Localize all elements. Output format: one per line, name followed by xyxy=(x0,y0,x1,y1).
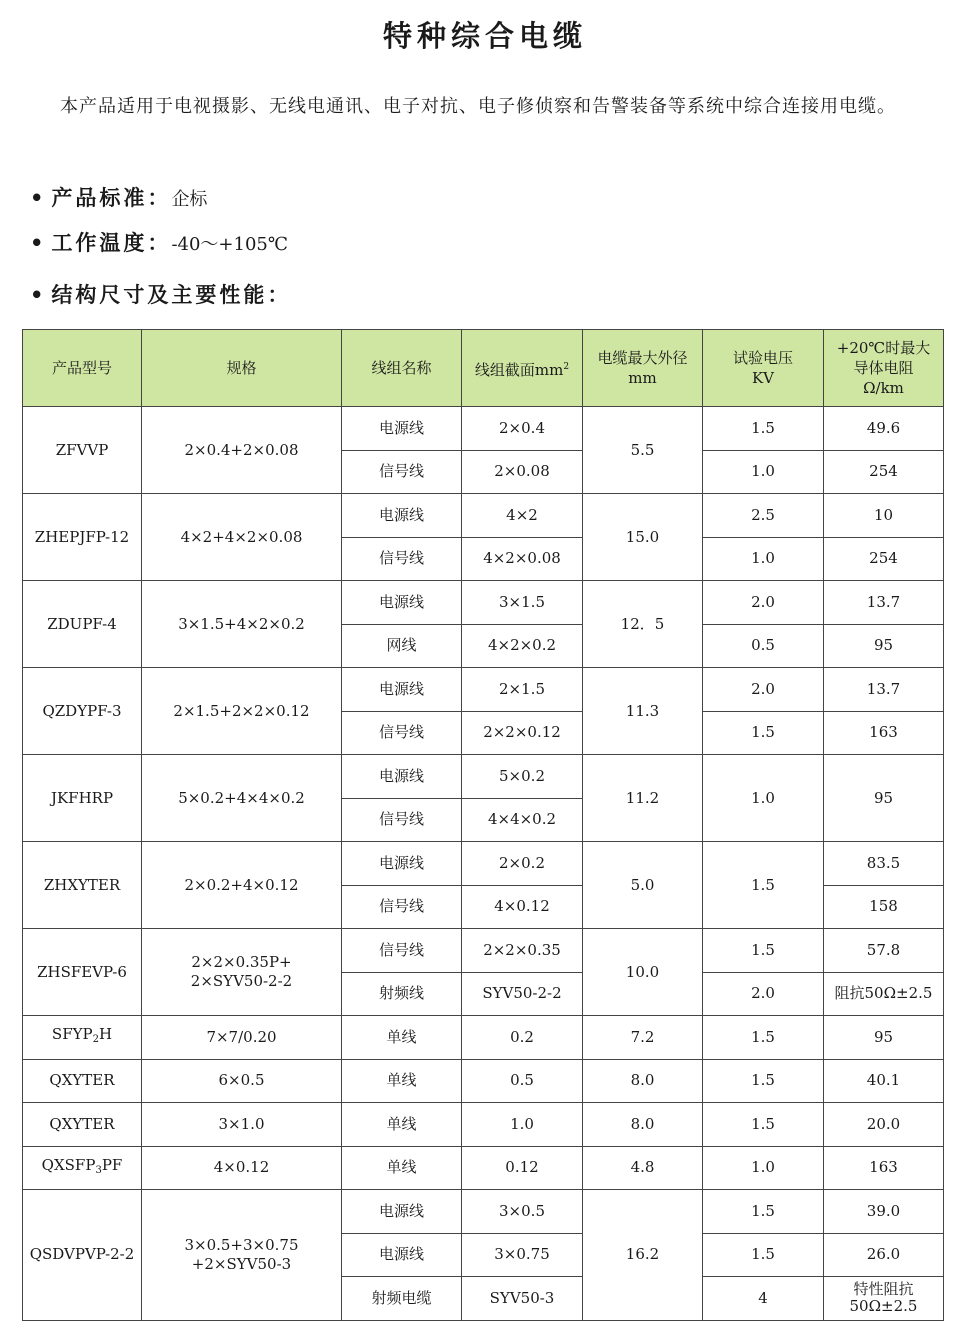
voltage-cell: 1.0 xyxy=(703,1146,824,1190)
model-cell: ZHXYTER xyxy=(23,842,142,929)
table-row xyxy=(23,929,944,973)
model-cell: ZDUPF-4 xyxy=(23,581,142,668)
resistance-cell: 95 xyxy=(824,1016,944,1060)
area-cell: 0.12 xyxy=(462,1146,583,1190)
group-cell: 信号线 xyxy=(342,537,462,581)
bullet: • xyxy=(30,231,44,255)
voltage-cell: 2.0 xyxy=(703,972,824,1016)
spec-line2: +2×SYV50-3 xyxy=(191,1254,292,1273)
resistance-cell: 阻抗50Ω±2.5 xyxy=(824,972,944,1016)
header-area-text: 线组截面mm xyxy=(474,360,564,379)
group-cell: 电源线 xyxy=(342,755,462,799)
group-cell: 电源线 xyxy=(342,1233,462,1277)
resistance-cell: 57.8 xyxy=(824,929,944,973)
spec-cell: 4×2+4×2×0.08 xyxy=(142,494,342,581)
resistance-cell: 163 xyxy=(824,711,944,755)
group-cell: 射频电缆 xyxy=(342,1277,462,1321)
diameter-cell: 7.2 xyxy=(583,1016,703,1060)
diameter-cell: 15.0 xyxy=(583,494,703,581)
model-cell xyxy=(23,1016,142,1060)
model-cell xyxy=(23,1146,142,1190)
header-diameter xyxy=(583,330,703,407)
bullet: • xyxy=(30,186,44,210)
spec-cell: 7×7/0.20 xyxy=(142,1016,342,1060)
area-cell: 2×2×0.35 xyxy=(462,929,583,973)
group-cell: 信号线 xyxy=(342,450,462,494)
model-text: QXSFP xyxy=(41,1155,96,1174)
group-cell: 信号线 xyxy=(342,798,462,842)
voltage-cell: 1.0 xyxy=(703,450,824,494)
resistance-cell: 40.1 xyxy=(824,1059,944,1103)
header-resistance-line3: Ω/km xyxy=(863,379,904,397)
bullet: • xyxy=(30,283,44,307)
model-cell: ZFVVP xyxy=(23,407,142,494)
table-row xyxy=(23,1059,944,1103)
area-cell: 2×0.4 xyxy=(462,407,583,451)
resistance-cell: 254 xyxy=(824,537,944,581)
voltage-cell: 1.5 xyxy=(703,842,824,929)
spec-cell xyxy=(142,929,342,1016)
voltage-cell: 1.5 xyxy=(703,1016,824,1060)
spec-cell: 2×0.2+4×0.12 xyxy=(142,842,342,929)
voltage-cell: 4 xyxy=(703,1277,824,1321)
area-cell: 4×2×0.2 xyxy=(462,624,583,668)
standard-value: 企标 xyxy=(171,189,208,210)
area-cell: SYV50-2-2 xyxy=(462,972,583,1016)
diameter-cell: 10.0 xyxy=(583,929,703,1016)
cable-spec-table xyxy=(22,329,944,1321)
voltage-cell: 2.0 xyxy=(703,668,824,712)
resistance-cell: 13.7 xyxy=(824,668,944,712)
page-title: 特种综合电缆 xyxy=(382,19,587,53)
resistance-cell: 26.0 xyxy=(824,1233,944,1277)
spec-cell: 4×0.12 xyxy=(142,1146,342,1190)
group-cell: 单线 xyxy=(342,1103,462,1147)
header-resistance xyxy=(824,330,944,407)
model-cell: QZDYPF-3 xyxy=(23,668,142,755)
resistance-cell: 49.6 xyxy=(824,407,944,451)
group-cell: 网线 xyxy=(342,624,462,668)
voltage-cell: 1.5 xyxy=(703,929,824,973)
area-cell: 5×0.2 xyxy=(462,755,583,799)
area-cell: 0.5 xyxy=(462,1059,583,1103)
header-area-superscript: 2 xyxy=(563,361,570,372)
resistance-cell: 254 xyxy=(824,450,944,494)
header-model: 产品型号 xyxy=(23,330,142,407)
area-cell: SYV50-3 xyxy=(462,1277,583,1321)
area-cell: 2×1.5 xyxy=(462,668,583,712)
table-row xyxy=(23,1190,944,1234)
voltage-cell: 1.5 xyxy=(703,1233,824,1277)
voltage-cell: 1.5 xyxy=(703,711,824,755)
temperature-label: 工作温度： xyxy=(51,231,172,255)
group-cell: 电源线 xyxy=(342,668,462,712)
structure-label: 结构尺寸及主要性能： xyxy=(51,283,292,307)
spec-cell xyxy=(142,1190,342,1321)
spec-structure xyxy=(30,279,291,309)
voltage-cell: 2.0 xyxy=(703,581,824,625)
diameter-cell: 12．5 xyxy=(583,581,703,668)
table-row xyxy=(23,755,944,799)
area-cell: 4×2×0.08 xyxy=(462,537,583,581)
voltage-cell: 1.5 xyxy=(703,1103,824,1147)
header-diameter-line2: mm xyxy=(628,369,657,387)
diameter-cell: 4.8 xyxy=(583,1146,703,1190)
spec-cell: 3×1.0 xyxy=(142,1103,342,1147)
table-row xyxy=(23,1103,944,1147)
group-cell: 电源线 xyxy=(342,1190,462,1234)
diameter-cell: 11.2 xyxy=(583,755,703,842)
group-cell: 单线 xyxy=(342,1146,462,1190)
resistance-cell: 95 xyxy=(824,755,944,842)
model-subscript: 3 xyxy=(95,1164,102,1176)
group-cell: 电源线 xyxy=(342,581,462,625)
area-cell: 4×0.12 xyxy=(462,885,583,929)
header-group: 线组名称 xyxy=(342,330,462,407)
diameter-cell: 11.3 xyxy=(583,668,703,755)
header-row xyxy=(23,330,944,407)
model-cell: QXYTER xyxy=(23,1103,142,1147)
spec-line1: 2×2×0.35P+ xyxy=(191,953,292,971)
diameter-cell: 5.0 xyxy=(583,842,703,929)
group-cell: 单线 xyxy=(342,1059,462,1103)
group-cell: 电源线 xyxy=(342,407,462,451)
group-cell: 射频线 xyxy=(342,972,462,1016)
area-cell: 3×0.75 xyxy=(462,1233,583,1277)
voltage-cell: 1.0 xyxy=(703,755,824,842)
resistance-cell: 163 xyxy=(824,1146,944,1190)
spec-line1: 3×0.5+3×0.75 xyxy=(184,1235,299,1254)
table-row xyxy=(23,1146,944,1190)
area-cell: 1.0 xyxy=(462,1103,583,1147)
resistance-cell: 158 xyxy=(824,885,944,929)
area-cell: 4×4×0.2 xyxy=(462,798,583,842)
table-row xyxy=(23,668,944,712)
diameter-cell: 8.0 xyxy=(583,1103,703,1147)
spec-cell: 3×1.5+4×2×0.2 xyxy=(142,581,342,668)
area-cell: 0.2 xyxy=(462,1016,583,1060)
resistance-cell: 83.5 xyxy=(824,842,944,886)
table-row xyxy=(23,494,944,538)
model-text-suffix: H xyxy=(98,1025,113,1044)
header-resistance-line2: 导体电阻 xyxy=(853,359,914,377)
voltage-cell: 1.0 xyxy=(703,537,824,581)
standard-label: 产品标准： xyxy=(51,186,172,210)
header-voltage xyxy=(703,330,824,407)
intro-paragraph: 本产品适用于电视摄影、无线电通讯、电子对抗、电子修侦察和告警装备等系统中综合连接用电缆。 xyxy=(60,96,896,117)
area-cell: 2×0.2 xyxy=(462,842,583,886)
model-cell: JKFHRP xyxy=(23,755,142,842)
group-cell: 信号线 xyxy=(342,885,462,929)
spec-cell: 5×0.2+4×4×0.2 xyxy=(142,755,342,842)
group-cell: 电源线 xyxy=(342,494,462,538)
group-cell: 电源线 xyxy=(342,842,462,886)
group-cell: 信号线 xyxy=(342,929,462,973)
header-area xyxy=(462,330,583,407)
diameter-cell: 5.5 xyxy=(583,407,703,494)
table-row xyxy=(23,1016,944,1060)
resistance-cell: 20.0 xyxy=(824,1103,944,1147)
voltage-cell: 0.5 xyxy=(703,624,824,668)
header-voltage-line2: KV xyxy=(751,369,775,387)
spec-cell: 2×0.4+2×0.08 xyxy=(142,407,342,494)
spec-cell: 6×0.5 xyxy=(142,1059,342,1103)
table-row xyxy=(23,842,944,886)
model-cell: QXYTER xyxy=(23,1059,142,1103)
resistance-line2: 50Ω±2.5 xyxy=(849,1297,918,1316)
voltage-cell: 2.5 xyxy=(703,494,824,538)
resistance-cell: 13.7 xyxy=(824,581,944,625)
model-cell: QSDVPVP-2-2 xyxy=(23,1190,142,1321)
spec-temperature xyxy=(30,227,288,257)
diameter-cell: 16.2 xyxy=(583,1190,703,1321)
spec-standard xyxy=(30,182,207,212)
table-row xyxy=(23,407,944,451)
header-voltage-line1: 试验电压 xyxy=(732,349,793,367)
area-cell: 3×0.5 xyxy=(462,1190,583,1234)
group-cell: 信号线 xyxy=(342,711,462,755)
spec-line2: 2×SYV50-2-2 xyxy=(190,972,293,990)
voltage-cell: 1.5 xyxy=(703,1059,824,1103)
model-text-suffix: PF xyxy=(101,1155,123,1174)
table-row xyxy=(23,581,944,625)
temperature-value: -40～+105℃ xyxy=(171,234,288,255)
header-resistance-line1: +20℃时最大 xyxy=(836,339,931,357)
header-diameter-line1: 电缆最大外径 xyxy=(597,349,688,367)
voltage-cell: 1.5 xyxy=(703,407,824,451)
group-cell: 单线 xyxy=(342,1016,462,1060)
spec-cell: 2×1.5+2×2×0.12 xyxy=(142,668,342,755)
area-cell: 4×2 xyxy=(462,494,583,538)
resistance-cell xyxy=(824,1277,944,1321)
model-text: SFYP xyxy=(51,1025,93,1044)
model-subscript: 2 xyxy=(92,1034,99,1046)
resistance-cell: 10 xyxy=(824,494,944,538)
resistance-cell: 39.0 xyxy=(824,1190,944,1234)
resistance-line1: 特性阻抗 xyxy=(853,1280,914,1299)
area-cell: 3×1.5 xyxy=(462,581,583,625)
area-cell: 2×2×0.12 xyxy=(462,711,583,755)
model-cell: ZHEPJFP-12 xyxy=(23,494,142,581)
area-cell: 2×0.08 xyxy=(462,450,583,494)
header-spec: 规格 xyxy=(142,330,342,407)
diameter-cell: 8.0 xyxy=(583,1059,703,1103)
voltage-cell: 1.5 xyxy=(703,1190,824,1234)
model-cell: ZHSFEVP-6 xyxy=(23,929,142,1016)
resistance-cell: 95 xyxy=(824,624,944,668)
